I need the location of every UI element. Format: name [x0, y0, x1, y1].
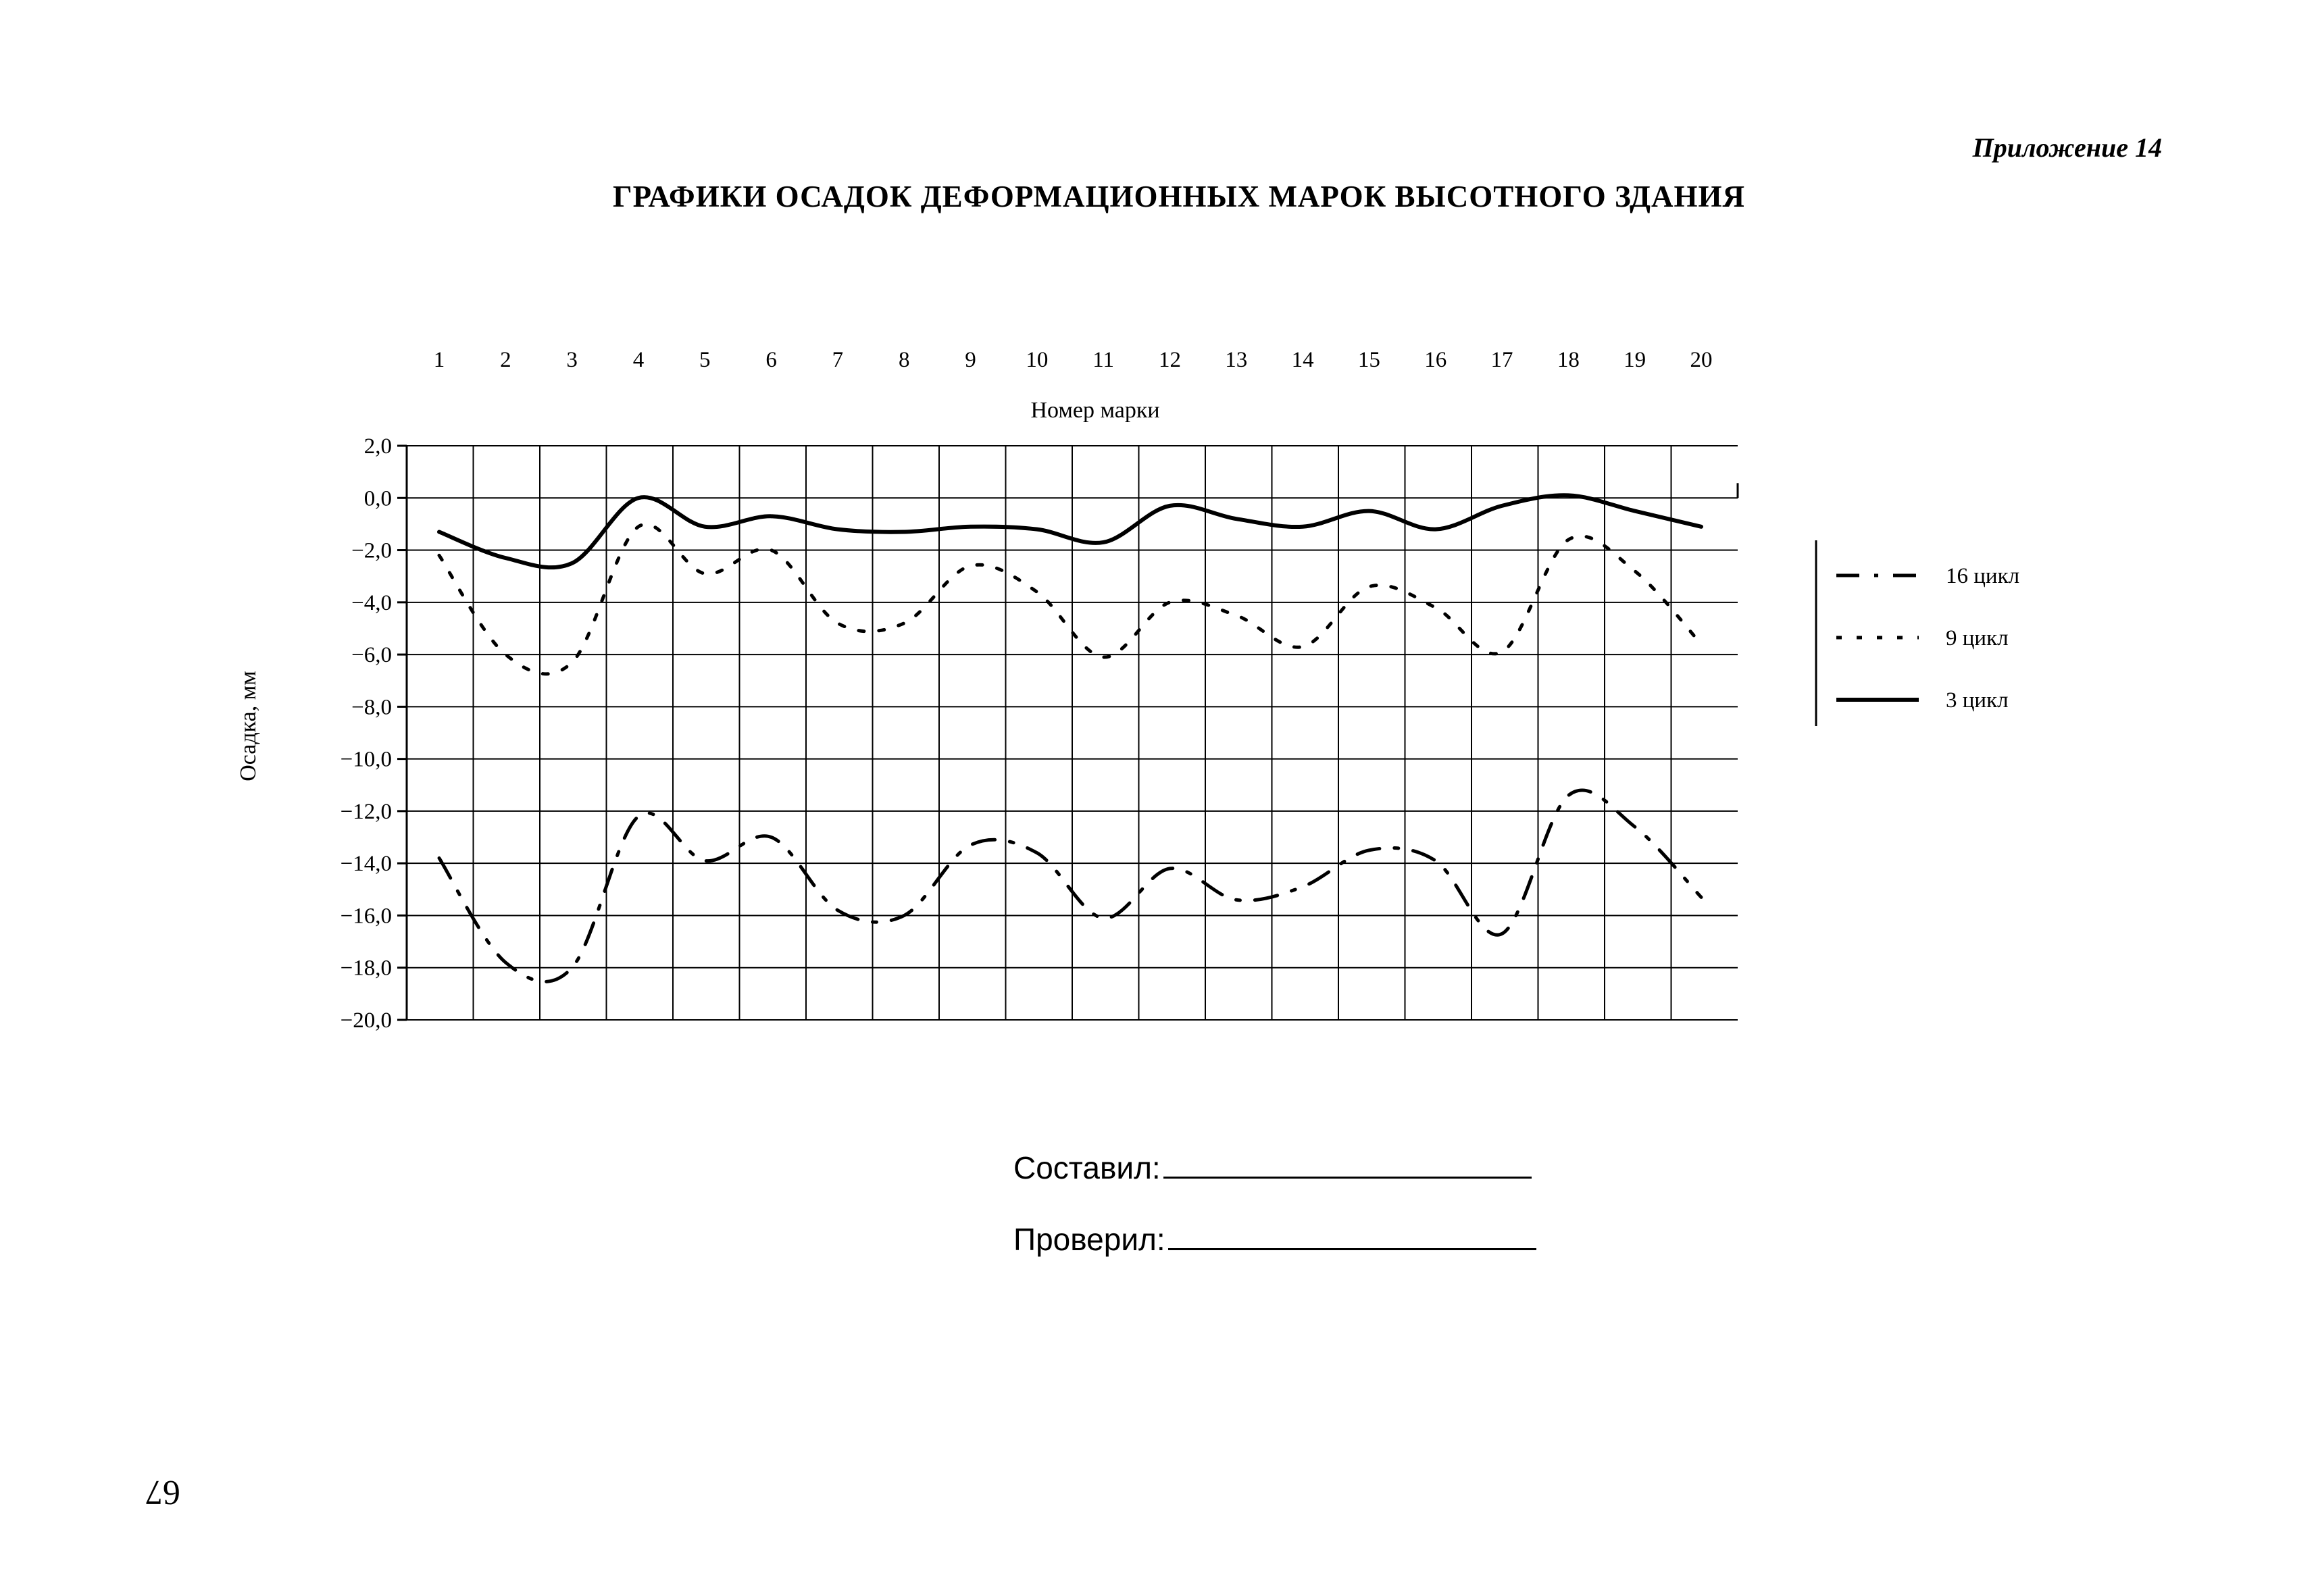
y-tick-label: 2,0 — [363, 434, 392, 459]
compiled-signature-line[interactable] — [1163, 1152, 1532, 1179]
y-axis-title: Осадка, мм — [236, 671, 261, 781]
y-tick-label: −10,0 — [340, 747, 392, 772]
y-tick-label: −16,0 — [340, 904, 392, 929]
x-tick-label: 20 — [1690, 348, 1713, 372]
legend-label: 3 цикл — [1946, 688, 2009, 713]
compiled-label: Составил: — [1013, 1150, 1161, 1185]
y-tick-label: −8,0 — [351, 695, 392, 720]
y-tick-label: −14,0 — [340, 852, 392, 877]
x-tick-label: 18 — [1557, 348, 1580, 372]
chart-grid — [407, 446, 1738, 1020]
appendix-label: Приложение 14 — [1972, 132, 2162, 163]
legend-label: 16 цикл — [1946, 564, 2020, 588]
series-line-1 — [439, 790, 1701, 981]
y-tick-label: −2,0 — [351, 538, 392, 563]
x-tick-label: 2 — [500, 348, 511, 372]
y-tick-label: −20,0 — [340, 1008, 392, 1033]
legend-label: 9 цикл — [1946, 626, 2009, 650]
y-axis — [341, 434, 407, 1033]
x-tick-label: 15 — [1357, 348, 1380, 372]
checked-row — [1013, 1221, 1536, 1258]
x-tick-label: 13 — [1225, 348, 1248, 372]
chart-legend — [1816, 540, 2019, 726]
y-tick-label: −18,0 — [340, 956, 392, 981]
x-tick-label: 6 — [765, 348, 777, 372]
x-tick-label: 5 — [699, 348, 711, 372]
page-title: ГРАФИКИ ОСАДОК ДЕФОРМАЦИОННЫХ МАРОК ВЫСОТНОГО ЗДАНИЯ — [613, 180, 1745, 213]
x-tick-label: 4 — [632, 348, 645, 372]
compiled-row — [1013, 1150, 1532, 1186]
x-tick-label: 7 — [832, 348, 844, 372]
x-tick-label: 10 — [1026, 348, 1049, 372]
checked-signature-line[interactable] — [1168, 1224, 1536, 1250]
series-line-2 — [439, 524, 1701, 674]
y-tick-label: 0,0 — [363, 486, 392, 511]
x-tick-label: 17 — [1490, 348, 1513, 372]
checked-label: Проверил: — [1013, 1222, 1165, 1257]
series-line-3 — [439, 495, 1701, 567]
x-tick-label: 1 — [433, 348, 445, 372]
page-number: 67 — [145, 1473, 180, 1512]
x-tick-label: 3 — [566, 348, 578, 372]
x-tick-label: 9 — [965, 348, 976, 372]
x-tick-label: 8 — [898, 348, 910, 372]
y-tick-label: −4,0 — [351, 590, 392, 615]
y-tick-label: −12,0 — [340, 799, 392, 824]
x-tick-label: 12 — [1158, 348, 1181, 372]
x-axis-title: Номер марки — [1030, 398, 1160, 423]
x-tick-label: 19 — [1624, 348, 1646, 372]
x-tick-label: 16 — [1424, 348, 1447, 372]
series-lines — [439, 495, 1701, 981]
x-tick-label: 14 — [1291, 348, 1314, 372]
x-axis-ticks — [434, 348, 1713, 372]
x-tick-label: 11 — [1092, 348, 1115, 372]
y-tick-label: −6,0 — [351, 643, 392, 668]
